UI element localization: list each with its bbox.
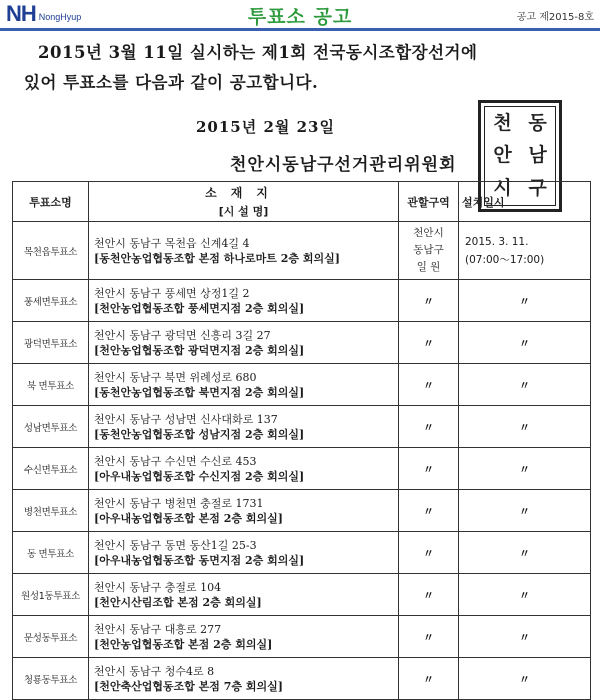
station-name: 수신면투표소 <box>13 448 89 490</box>
station-name: 동 면투표소 <box>13 532 89 574</box>
notice-number: 공고 제2015-8호 <box>516 12 594 23</box>
table-row <box>13 490 591 532</box>
station-jurisdiction: 〃 <box>399 532 459 574</box>
station-location <box>89 364 399 406</box>
station-location <box>89 616 399 658</box>
station-location <box>89 658 399 700</box>
station-address: 천안시 동남구 성남면 신사대화로 137 <box>94 412 278 426</box>
notice-date: 2015년 2월 23일 <box>196 118 335 136</box>
station-period: 〃 <box>459 448 591 490</box>
station-location <box>89 406 399 448</box>
jurisdiction-line: 일 원 <box>416 261 441 273</box>
station-address: 천안시 동남구 동면 동산1길 25-3 <box>94 538 257 552</box>
notice-body <box>24 38 584 98</box>
station-location <box>89 280 399 322</box>
period-line: (07:00～17:00) <box>465 253 545 266</box>
station-period: 〃 <box>459 406 591 448</box>
station-facility: [ 천안농업협동조합 광덕면지점 2층 회의실 ] <box>94 343 398 358</box>
station-facility: [ 동천안농업협동조합 북면지점 2층 회의실 ] <box>94 385 398 400</box>
station-address: 천안시 동남구 병천면 충절로 1731 <box>94 496 264 510</box>
station-period: 〃 <box>459 658 591 700</box>
page-title: 투표소 공고 <box>247 6 353 28</box>
station-address: 천안시 동남구 풍세면 상정1길 2 <box>94 286 250 300</box>
station-jurisdiction: 〃 <box>399 490 459 532</box>
station-jurisdiction <box>399 222 459 280</box>
table-row <box>13 616 591 658</box>
station-location <box>89 448 399 490</box>
station-address: 천안시 동남구 수신면 수신로 453 <box>94 454 257 468</box>
station-name: 문성동투표소 <box>13 616 89 658</box>
station-jurisdiction: 〃 <box>399 280 459 322</box>
header-jurisdiction: 관할구역 <box>399 182 459 222</box>
station-address: 천안시 동남구 북면 위례성로 680 <box>94 370 257 384</box>
station-jurisdiction: 〃 <box>399 406 459 448</box>
header-divider <box>0 28 600 31</box>
station-period: 〃 <box>459 490 591 532</box>
station-facility: [ 천안시산림조합 본점 2층 회의실 ] <box>94 595 398 610</box>
station-name: 성남면투표소 <box>13 406 89 448</box>
table-row <box>13 280 591 322</box>
station-address: 천안시 동남구 대흥로 277 <box>94 622 222 636</box>
table-row <box>13 448 591 490</box>
station-address: 천안시 동남구 충절로 104 <box>94 580 222 594</box>
period-line: 2015. 3. 11. <box>465 235 529 248</box>
station-name: 병천면투표소 <box>13 490 89 532</box>
station-period: 〃 <box>459 532 591 574</box>
jurisdiction-line: 천안시 <box>413 227 444 239</box>
header-period: 설치일시 <box>459 182 591 222</box>
station-period <box>459 222 591 280</box>
jurisdiction-line: 동남구 <box>413 244 444 256</box>
station-facility: [ 동천안농업협동조합 본점 하나로마트 2층 회의실 ] <box>94 251 398 266</box>
header-station-name: 투표소명 <box>13 182 89 222</box>
station-location <box>89 490 399 532</box>
station-period: 〃 <box>459 616 591 658</box>
station-address: 천안시 동남구 광덕면 신흥리 3길 27 <box>94 328 271 342</box>
polling-station-table <box>12 181 591 700</box>
station-name: 원성1동투표소 <box>13 574 89 616</box>
station-location <box>89 222 399 280</box>
station-jurisdiction: 〃 <box>399 448 459 490</box>
notice-line-1: 2015년 3월 11일 실시하는 제1회 전국동시조합장선거에 <box>38 43 478 62</box>
notice-line-2: 있어 투표소를 다음과 같이 공고합니다. <box>24 73 319 92</box>
station-jurisdiction: 〃 <box>399 364 459 406</box>
station-facility: [ 아우내농업협동조합 본점 2층 회의실 ] <box>94 511 398 526</box>
station-name: 목천읍투표소 <box>13 222 89 280</box>
table-header-row <box>13 182 591 222</box>
station-name: 풍세면투표소 <box>13 280 89 322</box>
station-period: 〃 <box>459 322 591 364</box>
station-period: 〃 <box>459 364 591 406</box>
station-facility: [ 아우내농업협동조합 동면지점 2층 회의실 ] <box>94 553 398 568</box>
table-row <box>13 222 591 280</box>
station-period: 〃 <box>459 574 591 616</box>
station-name: 청룡동투표소 <box>13 658 89 700</box>
station-facility: [ 천안농업협동조합 본점 2층 회의실 ] <box>94 637 398 652</box>
logo-mark: NH <box>6 1 36 26</box>
table-row <box>13 574 591 616</box>
station-address: 천안시 동남구 청수4로 8 <box>94 664 215 678</box>
station-location <box>89 574 399 616</box>
station-period: 〃 <box>459 280 591 322</box>
committee-name: 천안시동남구선거관리위원회 <box>230 155 457 175</box>
station-facility: [ 천안축산업협동조합 본점 7층 회의실 ] <box>94 679 398 694</box>
table-body <box>13 222 591 700</box>
station-jurisdiction: 〃 <box>399 658 459 700</box>
station-facility: [ 천안농업협동조합 풍세면지점 2층 회의실 ] <box>94 301 398 316</box>
station-jurisdiction: 〃 <box>399 322 459 364</box>
table-row <box>13 322 591 364</box>
seal-column-right: 동 남 구 <box>528 111 547 200</box>
table-row <box>13 532 591 574</box>
station-jurisdiction: 〃 <box>399 574 459 616</box>
logo-brand: NongHyup <box>38 12 82 22</box>
station-address: 천안시 동남구 목천읍 신계4길 4 <box>94 236 250 250</box>
station-name: 광덕면투표소 <box>13 322 89 364</box>
station-facility: [ 동천안농업협동조합 성남지점 2층 회의실 ] <box>94 427 398 442</box>
station-location <box>89 532 399 574</box>
seal-column-left: 천 안 시 <box>493 111 512 200</box>
table-row <box>13 658 591 700</box>
table-row <box>13 406 591 448</box>
station-jurisdiction: 〃 <box>399 616 459 658</box>
station-name: 북 면투표소 <box>13 364 89 406</box>
station-facility: [ 아우내농업협동조합 수신지점 2층 회의실 ] <box>94 469 398 484</box>
page-header <box>0 0 600 28</box>
header-location: 소재지 [시 설 명] <box>89 182 399 222</box>
table-row <box>13 364 591 406</box>
station-location <box>89 322 399 364</box>
